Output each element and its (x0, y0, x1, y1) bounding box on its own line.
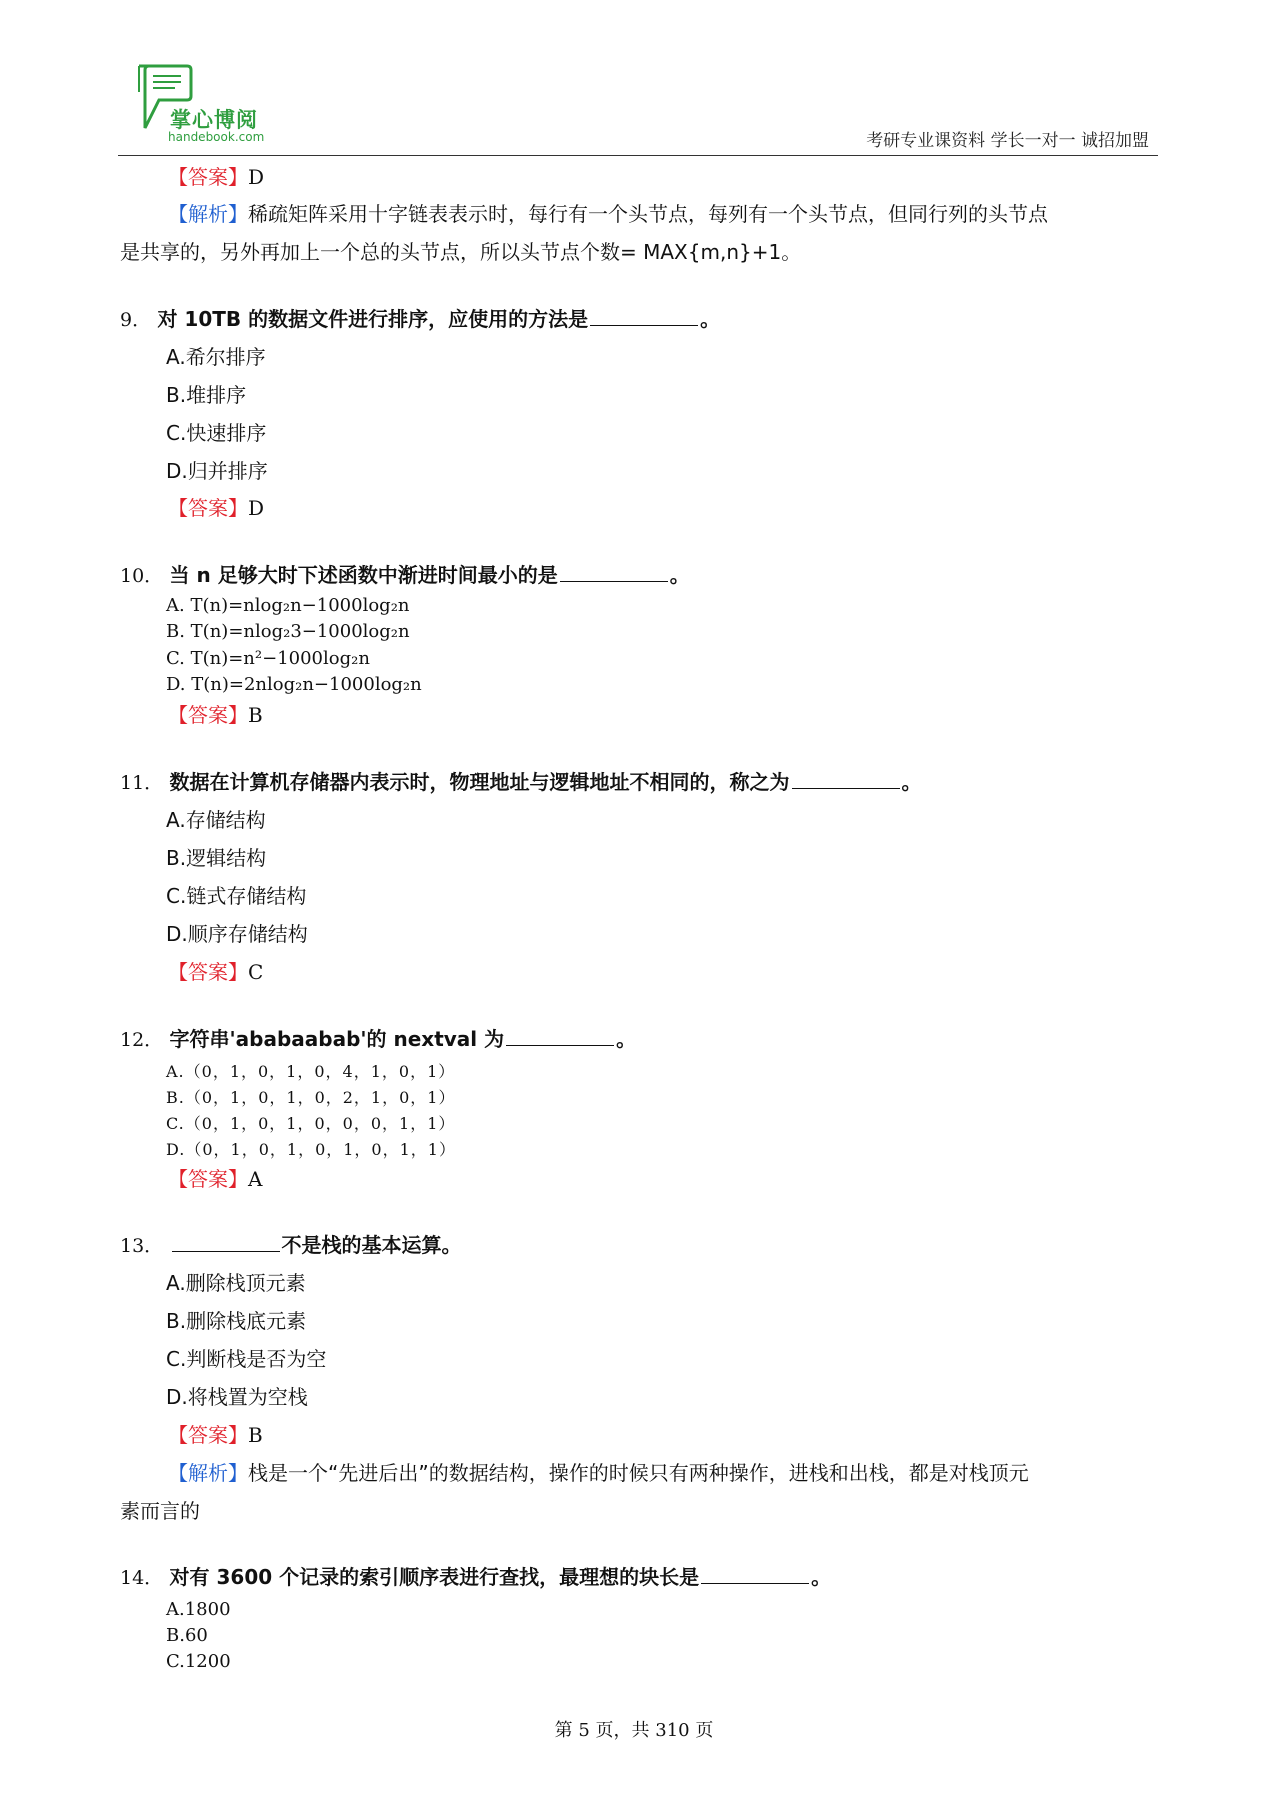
q9-option-c: C.快速排序 (166, 421, 267, 445)
q10-option-d: D. T(n)=2nlog₂n−1000log₂n (166, 674, 422, 695)
answer-blank (792, 768, 900, 789)
q13-analysis-line2: 素而言的 (120, 1499, 200, 1523)
q10-answer (168, 701, 263, 729)
q11-answer (168, 958, 263, 986)
q11-option-c: C.链式存储结构 (166, 884, 307, 908)
q13-answer (168, 1421, 263, 1449)
question-12 (120, 1025, 636, 1054)
question-9 (120, 305, 720, 334)
q8-analysis-line2: 是共享的，另外再加上一个总的头节点，所以头节点个数= MAX{m,n}+1。 (120, 240, 802, 264)
analysis-text: 栈是一个“先进后出”的数据结构，操作的时候只有两种操作，进栈和出栈，都是对栈顶元 (248, 1461, 1029, 1485)
q13-option-d: D.将栈置为空栈 (166, 1385, 308, 1409)
question-text: 当 n 足够大时下述函数中渐进时间最小的是 (169, 563, 558, 587)
question-text: 不是栈的基本运算。 (281, 1233, 462, 1257)
q9-option-a: A.希尔排序 (166, 345, 266, 369)
q11-option-d: D.顺序存储结构 (166, 922, 308, 946)
answer-blank (701, 1563, 809, 1584)
q14-option-b: B.60 (166, 1625, 208, 1646)
header-tagline: 考研专业课资料 学长一对一 诚招加盟 (866, 131, 1149, 151)
question-14 (120, 1563, 831, 1592)
answer-blank (172, 1231, 280, 1252)
q9-answer (168, 494, 264, 522)
q12-answer (168, 1165, 262, 1193)
question-text-end: 。 (811, 1565, 832, 1589)
question-number: 10． (120, 565, 164, 587)
answer-tag: 【答案】 (168, 960, 248, 984)
question-text-end: 。 (700, 307, 721, 331)
q12-option-d: D.（0，1，0，1，0，1，0，1，1） (166, 1140, 456, 1159)
header-divider (118, 155, 1158, 156)
answer-value: A (248, 1167, 263, 1191)
logo-name: 掌心博阅 (170, 108, 258, 132)
analysis-text: 稀疏矩阵采用十字链表表示时，每行有一个头节点，每列有一个头节点，但同行列的头节点 (248, 202, 1048, 226)
q13-option-b: B.删除栈底元素 (166, 1309, 307, 1333)
answer-tag: 【答案】 (168, 703, 248, 727)
page-footer: 第 5 页，共 310 页 (554, 1720, 714, 1741)
logo-url: handebook.com (168, 130, 265, 144)
question-text: 对 10TB 的数据文件进行排序，应使用的方法是 (157, 307, 589, 331)
q13-option-a: A.删除栈顶元素 (166, 1271, 306, 1295)
q12-option-b: B.（0，1，0，1，0，2，1，0，1） (166, 1088, 456, 1107)
q9-option-d: D.归并排序 (166, 459, 268, 483)
answer-value: C (248, 960, 264, 984)
question-13 (120, 1231, 462, 1260)
question-number: 11． (120, 772, 164, 794)
answer-value: B (248, 703, 263, 727)
q8-answer (168, 163, 264, 191)
question-text: 数据在计算机存储器内表示时，物理地址与逻辑地址不相同的，称之为 (169, 770, 790, 794)
answer-blank (506, 1025, 614, 1046)
q8-analysis-line1 (168, 200, 1048, 228)
q14-option-c: C.1200 (166, 1651, 231, 1672)
question-number: 12． (120, 1029, 164, 1051)
analysis-tag: 【解析】 (168, 1461, 248, 1485)
question-number: 9． (120, 309, 152, 331)
q10-option-c: C. T(n)=n²−1000log₂n (166, 648, 370, 669)
q11-option-b: B.逻辑结构 (166, 846, 267, 870)
answer-tag: 【答案】 (168, 1167, 248, 1191)
question-number: 14． (120, 1567, 164, 1589)
q12-option-a: A.（0，1，0，1，0，4，1，0，1） (166, 1062, 456, 1081)
question-11 (120, 768, 922, 797)
answer-tag: 【答案】 (168, 496, 248, 520)
q12-option-c: C.（0，1，0，1，0，0，0，1，1） (166, 1114, 456, 1133)
answer-blank (560, 561, 668, 582)
question-number: 13． (120, 1235, 164, 1257)
answer-blank (590, 305, 698, 326)
question-text: 对有 3600 个记录的索引顺序表进行查找，最理想的块长是 (169, 1565, 700, 1589)
question-text-end: 。 (669, 563, 690, 587)
answer-value: B (248, 1423, 263, 1447)
q11-option-a: A.存储结构 (166, 808, 266, 832)
q10-option-b: B. T(n)=nlog₂3−1000log₂n (166, 621, 410, 642)
answer-tag: 【答案】 (168, 1423, 248, 1447)
answer-value: D (248, 496, 265, 520)
q9-option-b: B.堆排序 (166, 383, 247, 407)
analysis-tag: 【解析】 (168, 202, 248, 226)
q13-analysis-line1 (168, 1459, 1029, 1487)
answer-value: D (248, 165, 265, 189)
answer-tag: 【答案】 (168, 165, 248, 189)
q14-option-a: A.1800 (166, 1599, 231, 1620)
question-10 (120, 561, 690, 590)
q10-option-a: A. T(n)=nlog₂n−1000log₂n (166, 595, 410, 616)
question-text-end: 。 (616, 1027, 637, 1051)
q13-option-c: C.判断栈是否为空 (166, 1347, 327, 1371)
question-text: 字符串'ababaabab'的 nextval 为 (169, 1027, 505, 1051)
question-text-end: 。 (901, 770, 922, 794)
